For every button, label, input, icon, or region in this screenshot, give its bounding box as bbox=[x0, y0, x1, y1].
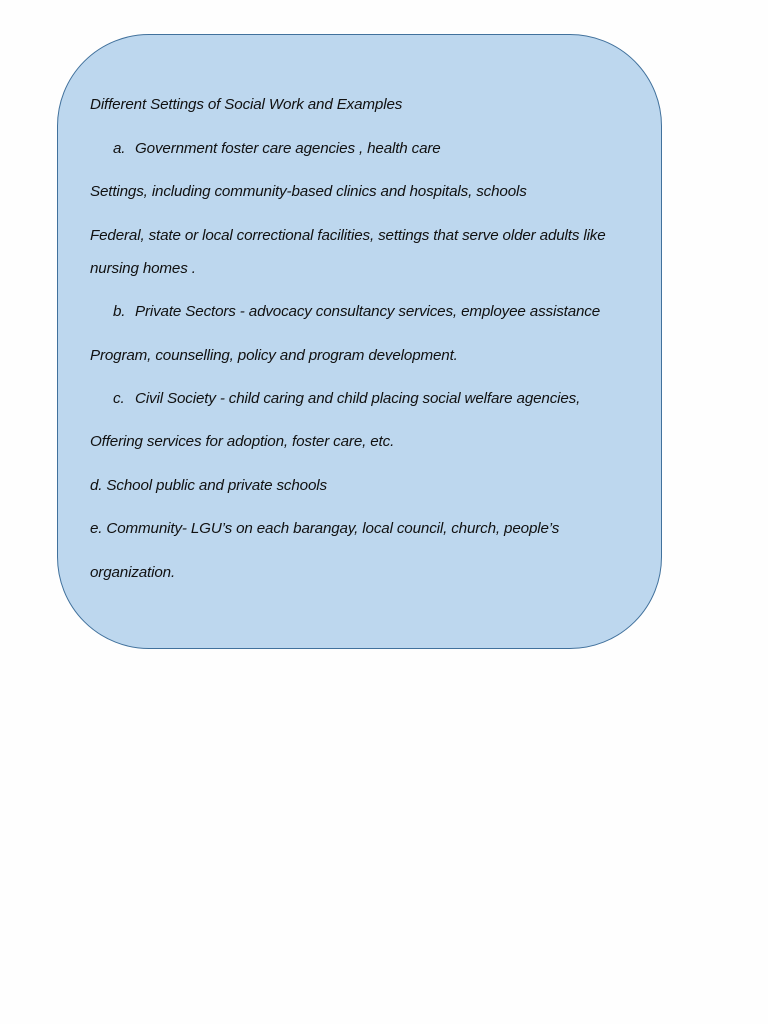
list-item-a-text: Government foster care agencies , health care bbox=[135, 140, 441, 157]
list-item-a-continuation-2: Federal, state or local correctional facilities, settings that serve older adults like bbox=[90, 227, 606, 244]
list-marker-a: a. bbox=[113, 140, 126, 157]
list-item-b-text: Private Sectors - advocacy consultancy services, employee assistance bbox=[135, 303, 601, 320]
list-item-c bbox=[113, 389, 580, 409]
list-item-c-continuation-1: Offering services for adoption, foster care, etc. bbox=[90, 433, 395, 450]
box-title: Different Settings of Social Work and Examples bbox=[90, 96, 403, 113]
list-item-d: d. School public and private schools bbox=[90, 477, 327, 494]
list-item-b bbox=[113, 302, 600, 322]
list-item-a-continuation-3: nursing homes . bbox=[90, 260, 196, 277]
list-item-e-continuation-1: organization. bbox=[90, 564, 176, 581]
list-item-b-continuation-1: Program, counselling, policy and program development. bbox=[90, 347, 458, 364]
list-item-a-continuation-1: Settings, including community-based clinics and hospitals, schools bbox=[90, 183, 527, 200]
list-item-e: e. Community- LGU’s on each barangay, local council, church, people’s bbox=[90, 520, 560, 537]
list-item-c-text: Civil Society - child caring and child placing social welfare agencies, bbox=[135, 390, 581, 407]
list-marker-c: c. bbox=[113, 390, 125, 407]
rounded-text-box bbox=[57, 34, 662, 649]
list-marker-b: b. bbox=[113, 303, 126, 320]
list-item-a bbox=[113, 139, 441, 159]
